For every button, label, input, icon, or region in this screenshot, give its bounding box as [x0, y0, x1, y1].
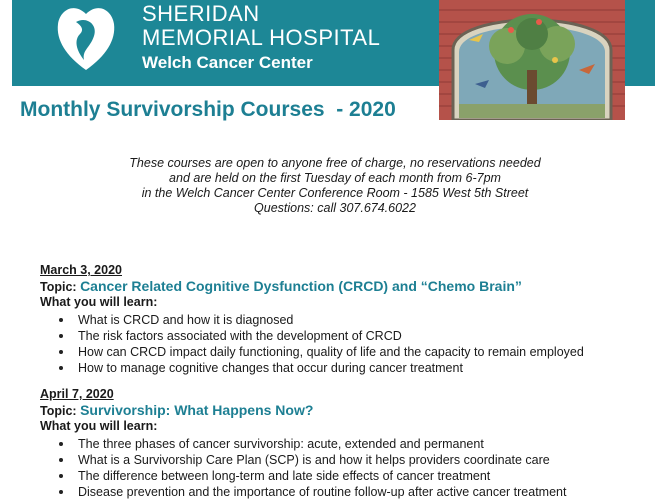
learn-list — [40, 436, 566, 500]
list-item: How to manage cognitive changes that occur during cancer treatment — [40, 360, 584, 376]
learn-label: What you will learn: — [40, 419, 158, 433]
hospital-name-line2: MEMORIAL HOSPITAL — [142, 25, 381, 50]
hospital-name-line1: SHERIDAN — [142, 1, 260, 26]
topic-label: Topic: — [40, 280, 77, 294]
topic-label: Topic: — [40, 404, 77, 418]
learn-list — [40, 312, 584, 376]
list-item: The difference between long-term and late side effects of cancer treatment — [40, 468, 566, 484]
intro-text — [60, 156, 610, 216]
list-item: How can CRCD impact daily functioning, quality of life and the capacity to remain employed — [40, 344, 584, 360]
session-date: April 7, 2020 — [40, 387, 114, 401]
learn-label: What you will learn: — [40, 295, 158, 309]
page-title: Monthly Survivorship Courses - 2020 — [20, 98, 396, 121]
session-april — [40, 387, 566, 500]
session-topic — [40, 278, 584, 295]
tree-mosaic-image — [439, 0, 625, 120]
list-item: What is CRCD and how it is diagnosed — [40, 312, 584, 328]
heart-leaf-icon — [54, 0, 118, 72]
list-item: The risk factors associated with the development of CRCD — [40, 328, 584, 344]
list-item: The three phases of cancer survivorship: acute, extended and permanent — [40, 436, 566, 452]
topic-name: Cancer Related Cognitive Dysfunction (CRCD) and “Chemo Brain” — [80, 278, 522, 294]
intro-line: in the Welch Cancer Center Conference Room - 1585 West 5th Street — [141, 186, 529, 200]
session-topic — [40, 402, 566, 419]
session-march — [40, 263, 584, 376]
list-item: Disease prevention and the importance of routine follow-up after active cancer treatment — [40, 484, 566, 500]
hospital-name — [142, 2, 380, 50]
intro-line: These courses are open to anyone free of charge, no reservations needed — [129, 156, 541, 170]
session-date: March 3, 2020 — [40, 263, 122, 277]
center-name: Welch Cancer Center — [142, 53, 313, 72]
intro-line: Questions: call 307.674.6022 — [254, 201, 416, 215]
list-item: What is a Survivorship Care Plan (SCP) is and how it helps providers coordinate care — [40, 452, 566, 468]
topic-name: Survivorship: What Happens Now? — [80, 402, 314, 418]
intro-line: and are held on the first Tuesday of each month from 6-7pm — [169, 171, 501, 185]
